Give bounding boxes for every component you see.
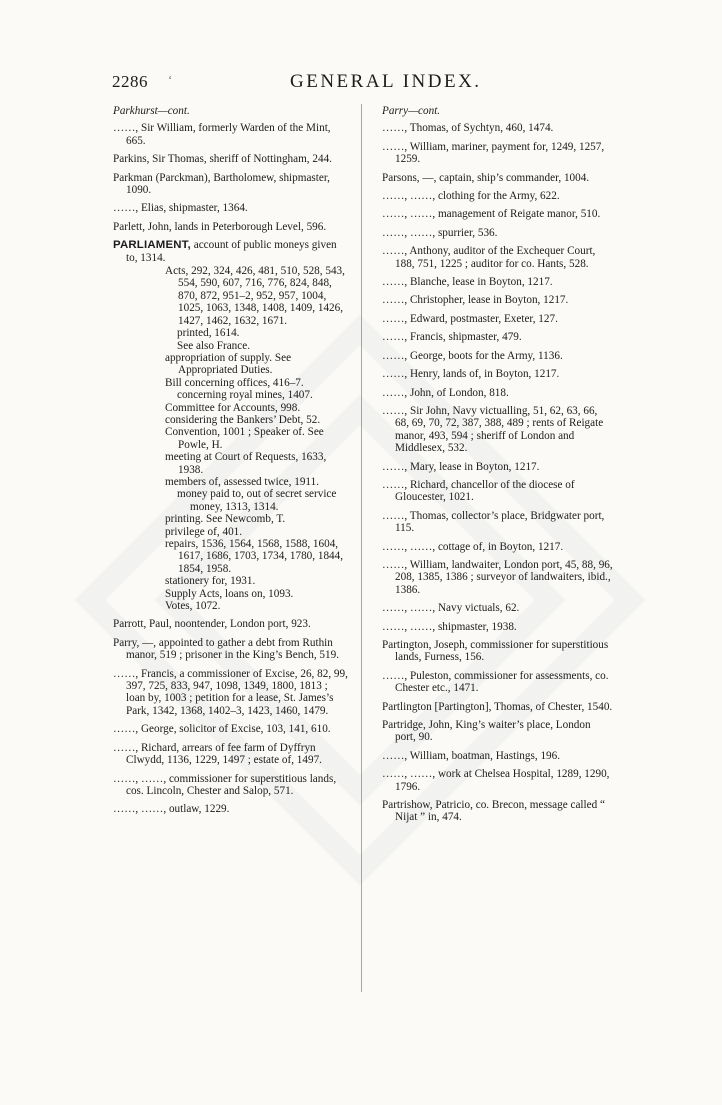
index-entry: ……, ……, outlaw, 1229. — [113, 803, 230, 816]
index-entry: ……, Sir William, formerly Warden of the Mint, 665. — [113, 122, 331, 147]
index-entry: Parlett, John, lands in Peterborough Level, 596. — [113, 220, 327, 233]
parliament-subentry: appropriation of supply. See Appropriated Duties. — [165, 351, 292, 377]
index-entry: ……, Henry, lands of, in Boyton, 1217. — [382, 368, 560, 381]
parliament-subentry: meeting at Court of Requests, 1633, 1938. — [165, 451, 327, 476]
index-entry: ……, ……, cottage of, in Boyton, 1217. — [382, 540, 564, 553]
index-entry: ……, ……, shipmaster, 1938. — [382, 620, 517, 633]
header-mark: ‘ — [168, 72, 173, 87]
parliament-subentry: printed, 1614. — [177, 327, 240, 340]
parliament-subentry: printing. See Newcomb, T. — [165, 513, 286, 526]
continuation-heading: Parkhurst—cont. — [113, 105, 190, 117]
index-entry: ……, Francis, shipmaster, 479. — [382, 331, 522, 344]
parliament-subentry: considering the Bankers’ Debt, 52. — [165, 413, 321, 426]
index-entry: ……, Sir John, Navy victualling, 51, 62, 63, 66, 68, 69, 70, 72, 387, 388, 489 ; rents of Reigate manor, 493, 594 ; sheriff of London and Middlesex, 532. — [382, 404, 604, 455]
parliament-subentry: Supply Acts, loans on, 1093. — [165, 587, 294, 600]
left-column — [113, 105, 349, 822]
running-head: GENERAL INDEX. — [290, 71, 482, 92]
parliament-subentry: Votes, 1072. — [165, 600, 221, 613]
index-entry: ……, ……, work at Chelsea Hospital, 1289, 1290, 1796. — [382, 768, 610, 793]
index-entry: ……, Francis, a commissioner of Excise, 26, 82, 99, 397, 725, 833, 947, 1098, 1349, 1800, 1813 ; loan by, 1003 ; petition for a lease, St. James’s Park, 1342, 1368, 1402–3, 1423, 1460, 1479. — [113, 667, 348, 717]
page-number: 2286 — [112, 72, 148, 91]
parliament-subentry: Committee for Accounts, 998. — [165, 401, 301, 414]
index-entry: ……, Thomas, of Sychtyn, 460, 1474. — [382, 122, 554, 135]
parliament-subentry: See also France. — [177, 339, 251, 352]
index-entry: ……, Blanche, lease in Boyton, 1217. — [382, 276, 553, 289]
index-entry: Parkins, Sir Thomas, sheriff of Nottingham, 244. — [113, 153, 332, 166]
parliament-subentry: members of, assessed twice, 1911. — [165, 475, 319, 488]
index-entry: ……, John, of London, 818. — [382, 386, 509, 399]
index-entry: ……, Elias, shipmaster, 1364. — [113, 202, 248, 215]
index-entry: ……, Richard, arrears of fee farm of Dyffryn Clwydd, 1136, 1229, 1497 ; estate of, 1497. — [113, 741, 322, 767]
parliament-subentry: stationery for, 1931. — [165, 575, 256, 588]
right-column — [382, 105, 614, 830]
page-header — [112, 72, 610, 96]
index-entry: ……, Mary, lease in Boyton, 1217. — [382, 460, 540, 473]
index-entry: ……, George, boots for the Army, 1136. — [382, 349, 563, 362]
index-entry: Partington, Joseph, commissioner for superstitious lands, Furness, 156. — [382, 639, 609, 664]
index-entry: ……, ……, spurrier, 536. — [382, 226, 498, 239]
index-entry: Parsons, —, captain, ship’s commander, 1004. — [382, 171, 590, 184]
index-entry: ……, William, mariner, payment for, 1249, 1257, 1259. — [382, 140, 605, 166]
index-entry: Parkman (Parckman), Bartholomew, shipmaster, 1090. — [113, 171, 330, 197]
index-entry: ……, Puleston, commissioner for assessments, co. Chester etc., 1471. — [382, 669, 609, 695]
parliament-subentry: privilege of, 401. — [165, 525, 243, 538]
parliament-subentry: repairs, 1536, 1564, 1568, 1588, 1604, 1617, 1686, 1703, 1734, 1780, 1844, 1854, 1958. — [165, 538, 344, 575]
parliament-subentries — [113, 265, 349, 612]
index-entry: ……, George, solicitor of Excise, 103, 141, 610. — [113, 723, 331, 736]
index-entry: ……, William, landwaiter, London port, 45, 88, 96, 208, 1385, 1386 ; surveyor of landwaiters, ibid., 1386. — [382, 558, 613, 596]
parliament-entry — [113, 239, 349, 264]
parliament-subentry: Bill concerning offices, 416–7. — [165, 376, 304, 389]
index-entry: ……, Christopher, lease in Boyton, 1217. — [382, 294, 569, 307]
parliament-subentry: Convention, 1001 ; Speaker of. See Powle, H. — [165, 426, 324, 451]
index-entry: Partridge, John, King’s waiter’s place, London port, 90. — [382, 719, 591, 744]
index-entry: ……, William, boatman, Hastings, 196. — [382, 749, 561, 762]
index-entry: ……, Edward, postmaster, Exeter, 127. — [382, 312, 558, 325]
index-entry: Partrishow, Patricio, co. Brecon, message called “ Nijat ” in, 474. — [382, 799, 605, 824]
parliament-heading-text: account of public moneys given to, 1314. — [126, 239, 337, 264]
index-entry: ……, ……, Navy victuals, 62. — [382, 602, 520, 615]
right-entries — [382, 122, 614, 823]
parliament-subentry: concerning royal mines, 1407. — [177, 389, 313, 402]
index-entry: ……, ……, clothing for the Army, 622. — [382, 190, 560, 203]
index-entry: ……, ……, management of Reigate manor, 510. — [382, 208, 601, 221]
continuation-heading: Parry—cont. — [382, 105, 441, 117]
index-entry: Parrott, Paul, noontender, London port, 923. — [113, 618, 311, 631]
parliament-subentry: money paid to, out of secret service money, 1313, 1314. — [177, 488, 337, 513]
index-entry: ……, Thomas, collector’s place, Bridgwater port, 115. — [382, 509, 605, 535]
parliament-subentry: Acts, 292, 324, 426, 481, 510, 528, 543, 554, 590, 607, 716, 776, 824, 848, 870, 872, 951–2, 952, 957, 1004, 1025, 1063, 1348, 1408, 1409, 1426, 1427, 1462, 1632, 1671. — [165, 265, 345, 327]
index-entry: ……, Richard, chancellor of the diocese of Gloucester, 1021. — [382, 478, 575, 504]
parliament-heading: PARLIAMENT, — [113, 239, 191, 252]
index-entry: ……, ……, commissioner for superstitious lands, cos. Lincoln, Chester and Salop, 571. — [113, 772, 337, 797]
index-entry: ……, Anthony, auditor of the Exchequer Court, 188, 751, 1225 ; auditor for co. Hants, 528. — [382, 245, 596, 270]
index-entry: Parry, —, appointed to gather a debt from Ruthin manor, 519 ; prisoner in the King’s Bench, 519. — [113, 636, 340, 662]
index-entry: Partlington [Partington], Thomas, of Chester, 1540. — [382, 700, 613, 713]
column-rule — [361, 104, 362, 992]
